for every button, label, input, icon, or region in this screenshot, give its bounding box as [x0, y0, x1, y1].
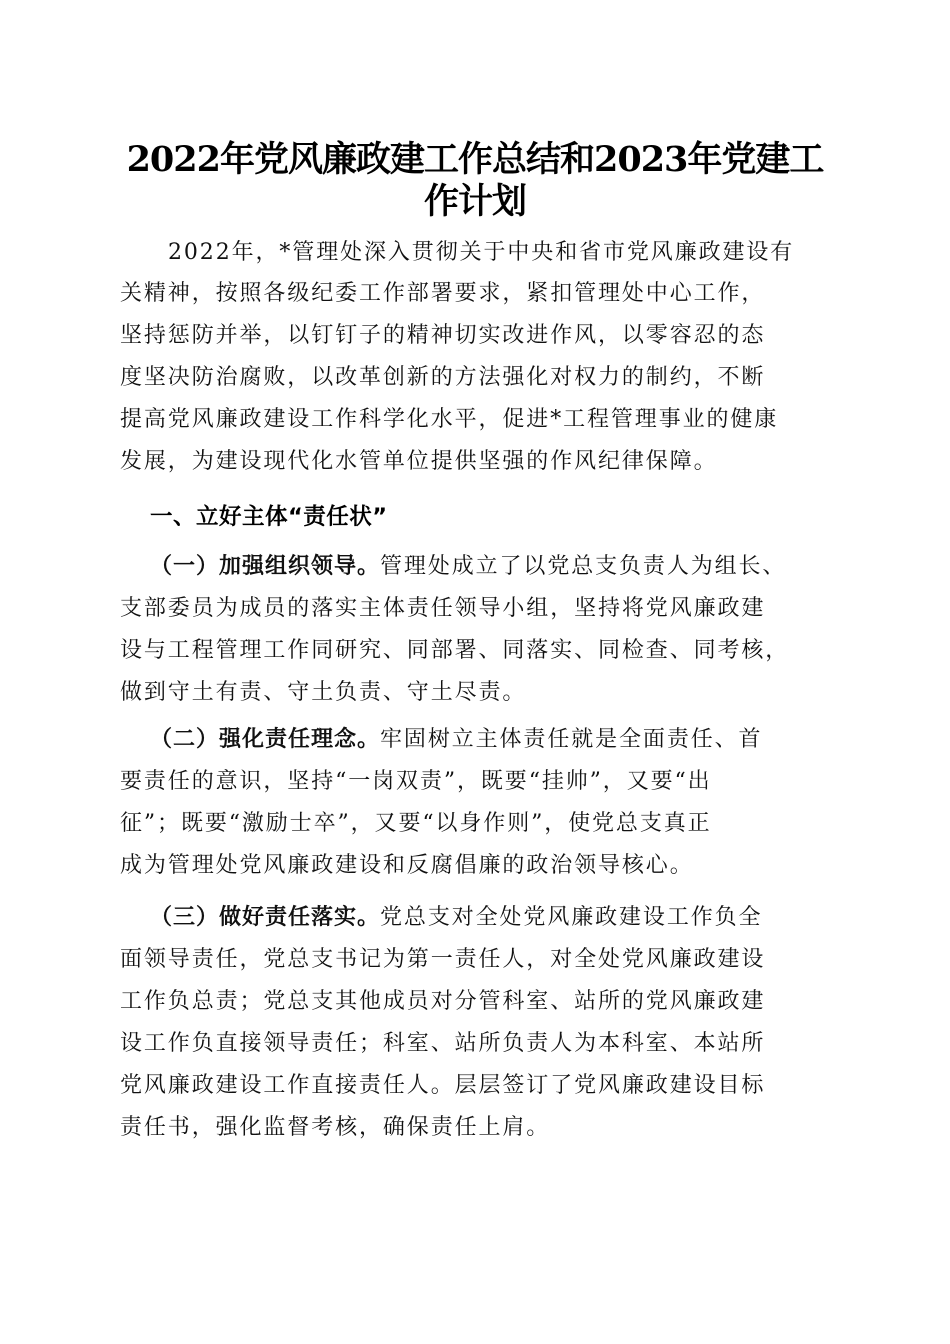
document-title-line-2: 作计划	[423, 181, 526, 222]
item-2-first-rest: 牢固树立主体责任就是全面责任、首	[380, 727, 763, 752]
item-1-lead: （一）加强组织领导。	[150, 554, 381, 579]
intro-line-3: 坚持惩防并举，以钉钉子的精神切实改进作风，以零容忍的态	[120, 323, 766, 348]
item-1-line-2: 支部委员为成员的落实主体责任领导小组，坚持将党风廉政建	[120, 596, 766, 621]
intro-line-1: 2022年，*管理处深入贯彻关于中央和省市党风廉政建设有	[168, 240, 795, 265]
intro-line-5: 提高党风廉政建设工作科学化水平，促进*工程管理事业的健康	[120, 407, 779, 432]
item-1-first-rest: 管理处成立了以党总支负责人为组长、	[380, 554, 787, 579]
intro-line-2: 关精神，按照各级纪委工作部署要求，紧扣管理处中心工作，	[120, 281, 766, 306]
item-2-line-4: 成为管理处党风廉政建设和反腐倡廉的政治领导核心。	[120, 853, 694, 878]
item-3-first-line	[150, 903, 762, 944]
item-1-line-3: 设与工程管理工作同研究、同部署、同落实、同检查、同考核，	[120, 638, 790, 663]
intro-line-6: 发展，为建设现代化水管单位提供坚强的作风纪律保障。	[120, 449, 718, 474]
item-3-line-6: 责任书，强化监督考核，确保责任上肩。	[120, 1115, 551, 1140]
item-2-lead: （二）强化责任理念。	[150, 727, 381, 752]
item-1-line-4: 做到守土有责、守土负责、守土尽责。	[120, 680, 527, 705]
intro-line-4: 度坚决防治腐败，以改革创新的方法强化对权力的制约，不断	[120, 365, 766, 390]
item-2-line-3: 征”；既要“激励士卒”，又要“以身作则”，使党总支真正	[120, 811, 712, 836]
item-1-first-line	[150, 552, 786, 593]
item-3-line-3: 工作负总责；党总支其他成员对分管科室、站所的党风廉政建	[120, 989, 766, 1014]
item-2-first-line	[150, 725, 762, 766]
document-title-line-1: 2022年党风廉政建工作总结和2023年党建工	[126, 139, 824, 180]
item-3-first-rest: 党总支对全处党风廉政建设工作负全	[380, 905, 763, 930]
item-3-lead: （三）做好责任落实。	[150, 905, 381, 930]
item-3-line-4: 设工作负直接领导责任；科室、站所负责人为本科室、本站所	[120, 1031, 766, 1056]
item-3-line-2: 面领导责任，党总支书记为第一责任人，对全处党风廉政建设	[120, 947, 766, 972]
section-heading-1: 一、立好主体“责任状”	[150, 504, 388, 530]
item-3-line-5: 党风廉政建设工作直接责任人。层层签订了党风廉政建设目标	[120, 1073, 766, 1098]
item-2-line-2: 要责任的意识，坚持“一岗双责”，既要“挂帅”，又要“出	[120, 769, 712, 794]
